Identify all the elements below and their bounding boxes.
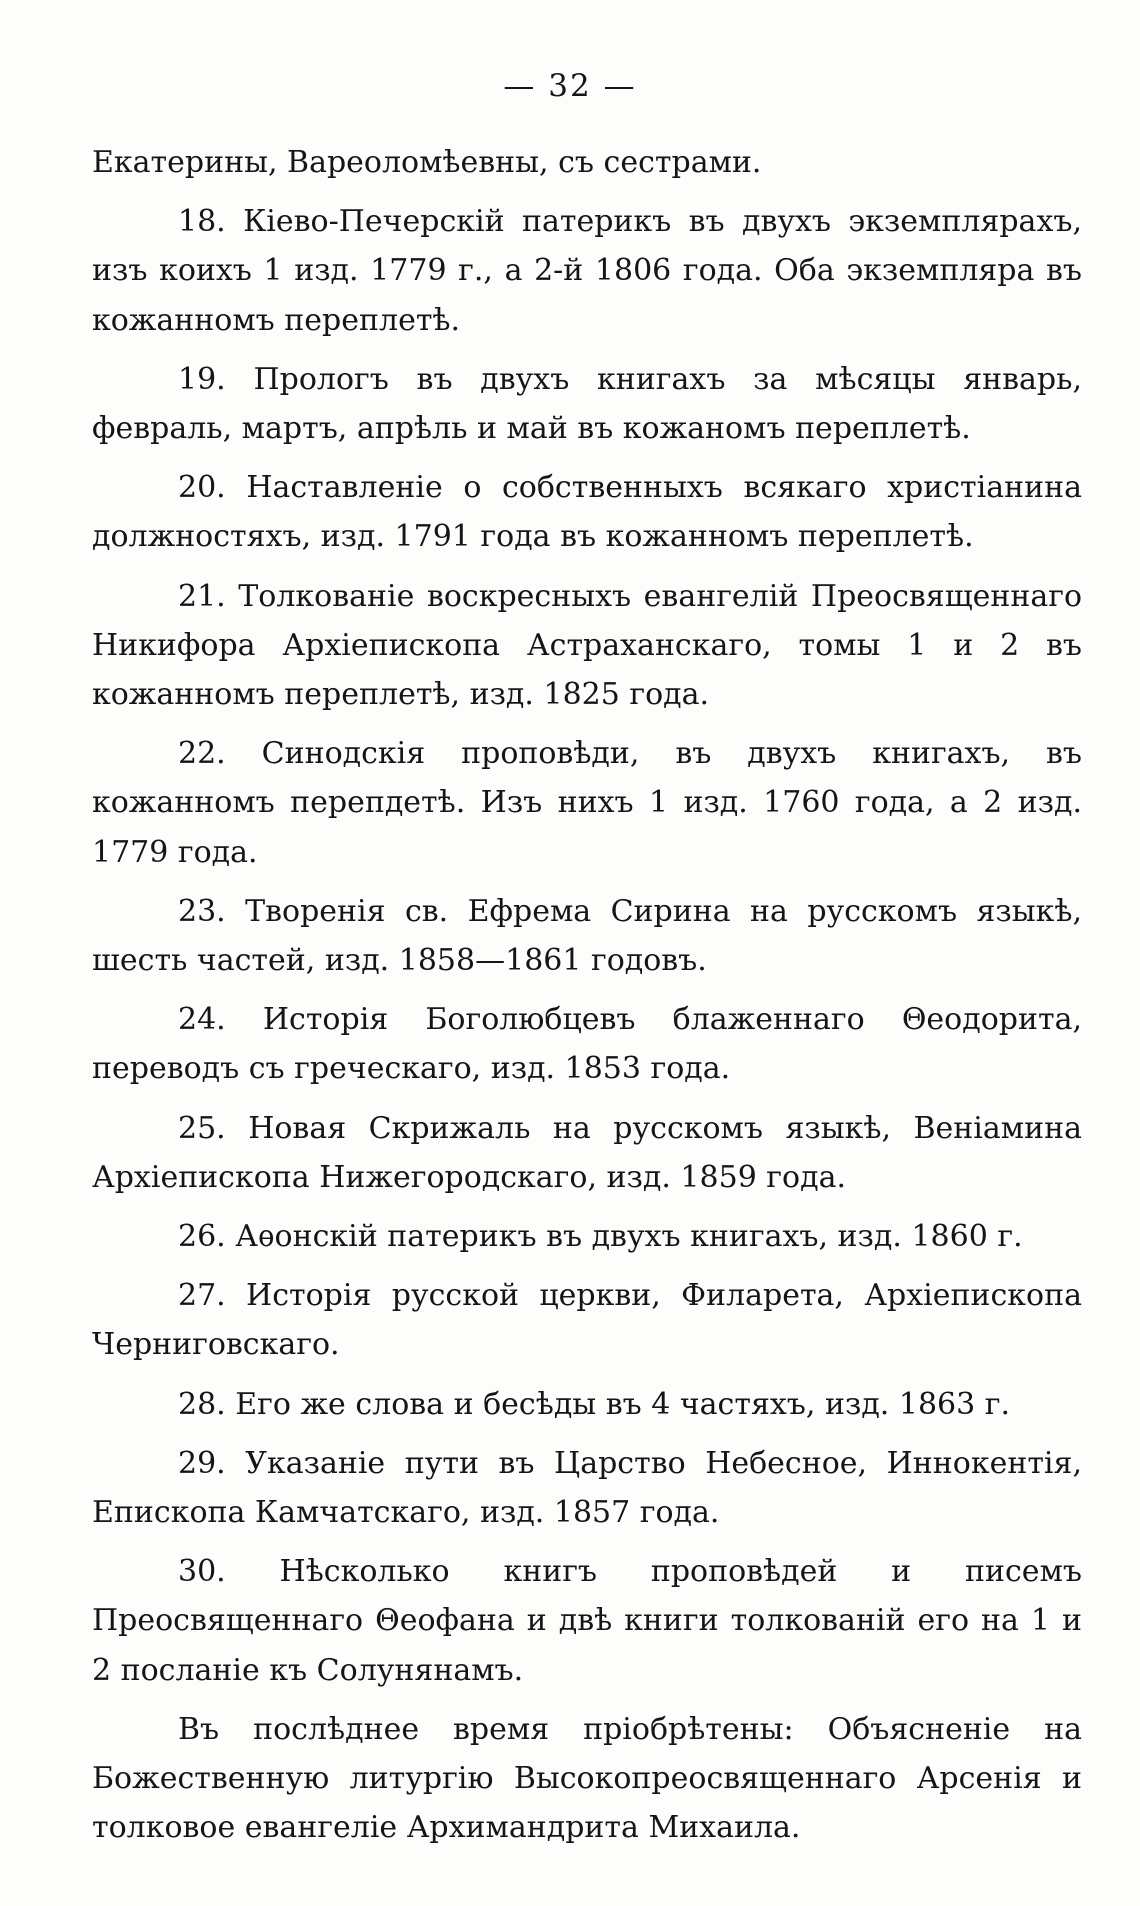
list-item-22: 22. Синодскія проповѣди, въ двухъ книгахъ, въ кожанномъ перепдетѣ. Изъ нихъ 1 изд. 1760 года, а 2 изд. 1779 года. — [92, 736, 1082, 870]
page-number: — 32 — — [503, 68, 637, 104]
list-item-29: 29. Указаніе пути въ Царство Небесное, Иннокентія, Епископа Камчатскаго, изд. 1857 года. — [92, 1445, 1082, 1531]
list-item-19: 19. Прологъ въ двухъ книгахъ за мѣсяцы январь, февраль, мартъ, апрѣль и май въ кожаномъ переплетѣ. — [92, 361, 1082, 447]
body-text — [92, 138, 1082, 1863]
list-item-23: 23. Творенія св. Ефрема Сирина на русскомъ языкѣ, шесть частей, изд. 1858—1861 годовъ. — [92, 893, 1082, 979]
paragraph-continuation: Екатерины, Вареоломѣевны, съ сестрами. — [92, 145, 762, 180]
closing-paragraph: Въ послѣднее время пріобрѣтены: Объясненіе на Божественную литургію Высокопреосвященнаго Арсенія и толковое евангеліе Архимандрита Михаила. — [92, 1711, 1082, 1846]
list-item-18: 18. Кіево-Печерскій патерикъ въ двухъ экземплярахъ, изъ коихъ 1 изд. 1779 г., а 2-й 1806 года. Оба экземпляра въ кожанномъ переплетѣ. — [92, 204, 1082, 338]
list-item-21: 21. Толкованіе воскресныхъ евангелій Преосвященнаго Никифора Архіепископа Астраханскаго, томы 1 и 2 въ кожанномъ переплетѣ, изд. 1825 года. — [92, 578, 1082, 713]
list-item-20: 20. Наставленіе о собственныхъ всякаго христіанина должностяхъ, изд. 1791 года въ кожанномъ переплетѣ. — [92, 470, 1082, 555]
list-item-25: 25. Новая Скрижаль на русскомъ языкѣ, Веніамина Архіепископа Нижегородскаго, изд. 1859 года. — [92, 1110, 1082, 1195]
list-item-28: 28. Его же слова и бесѣды въ 4 частяхъ, изд. 1863 г. — [178, 1386, 1011, 1422]
list-item-26: 26. Аѳонскій патерикъ въ двухъ книгахъ, изд. 1860 г. — [178, 1219, 1023, 1255]
list-item-24: 24. Исторія Боголюбцевъ блаженнаго Θеодорита, переводъ съ греческаго, изд. 1853 года. — [92, 1002, 1082, 1087]
list-item-27: 27. Исторія русской церкви, Филарета, Архіепископа Черниговскаго. — [92, 1278, 1082, 1363]
list-item-30: 30. Нѣсколько книгъ проповѣдей и писемъ Преосвященнаго Θеофана и двѣ книги толкованій его на 1 и 2 посланіе къ Солунянамъ. — [92, 1554, 1082, 1688]
